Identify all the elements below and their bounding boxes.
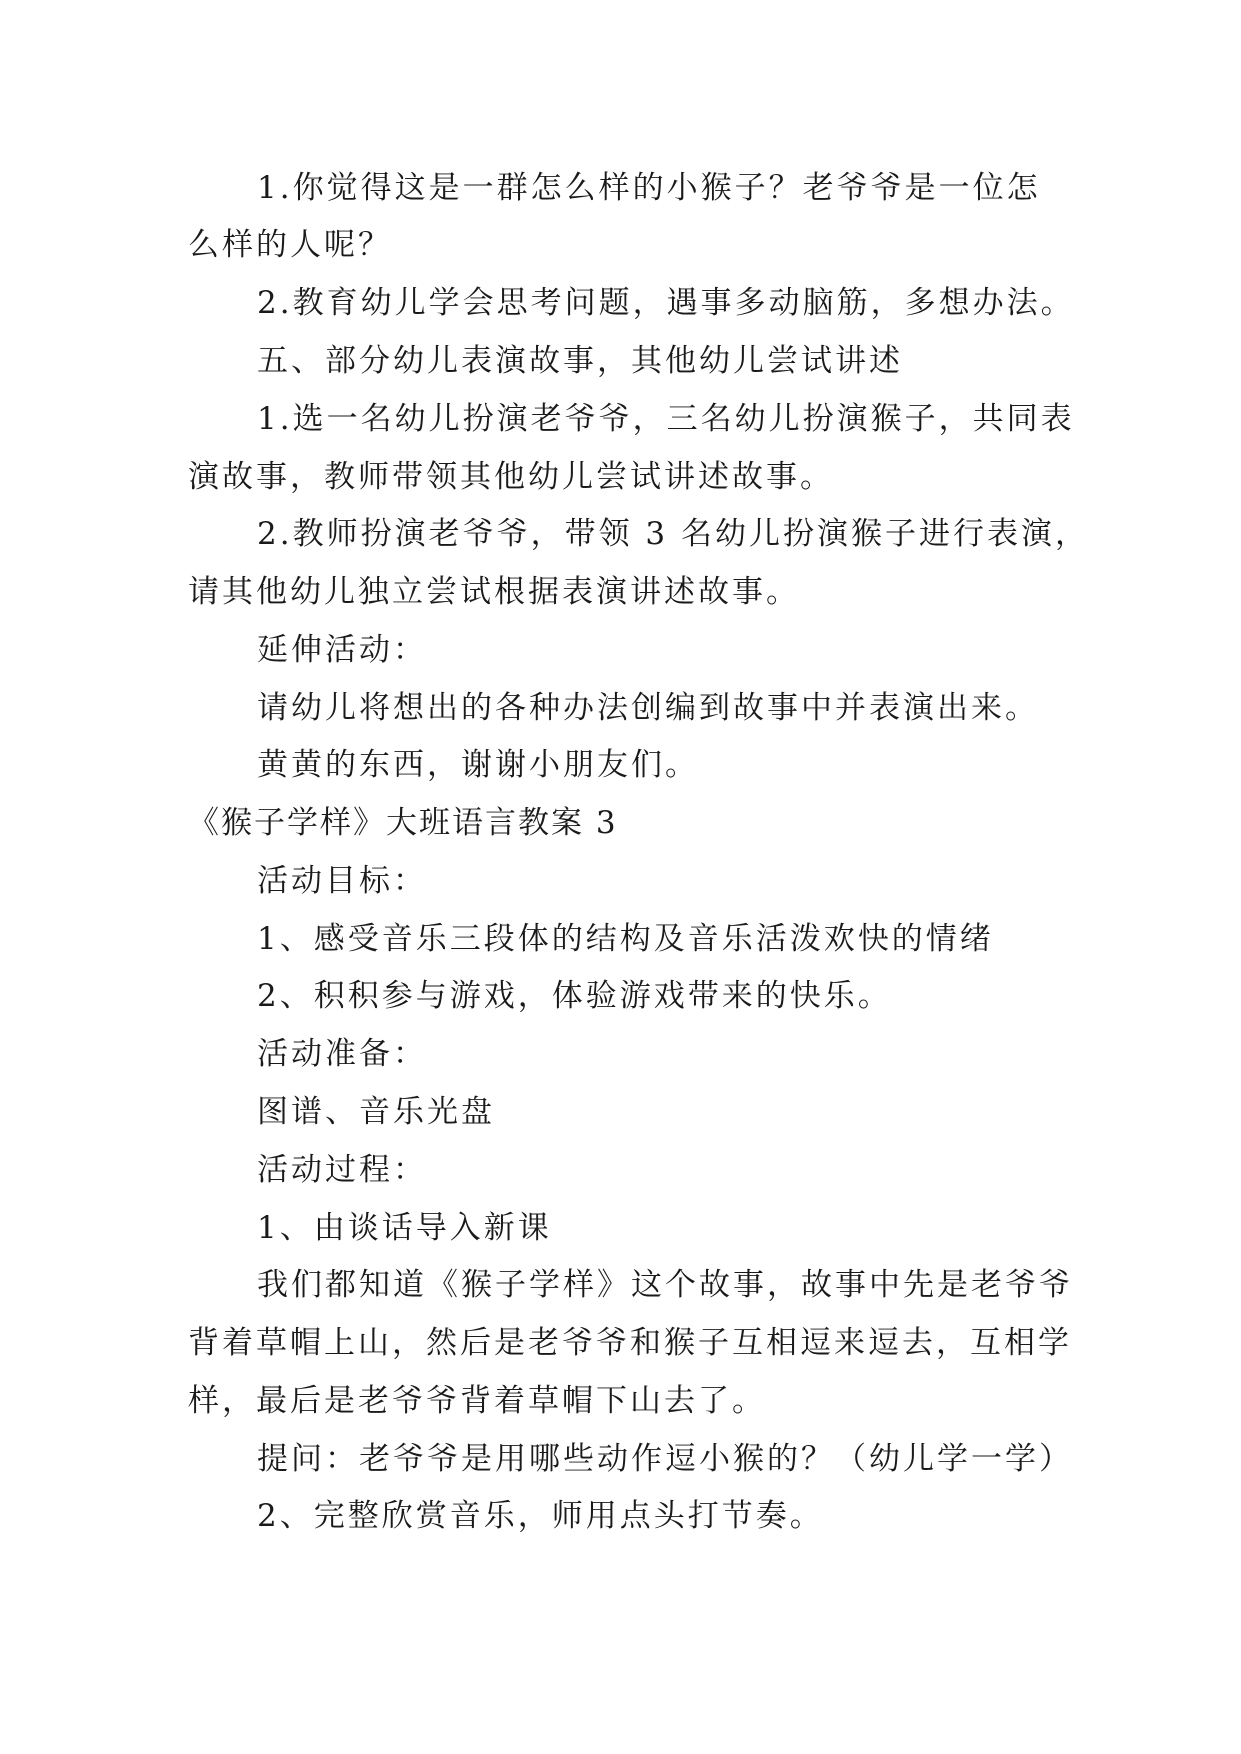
section-label: 活动目标：	[257, 863, 427, 899]
paragraph-line: 么样的人呢？	[188, 227, 392, 263]
paragraph-line: 黄黄的东西，谢谢小朋友们。	[257, 747, 699, 783]
section-label: 活动准备：	[257, 1036, 427, 1072]
paragraph-line: 演故事，教师带领其他幼儿尝试讲述故事。	[188, 459, 834, 495]
section-label: 延伸活动：	[257, 632, 427, 668]
list-item: 1、感受音乐三段体的结构及音乐活泼欢快的情绪	[257, 921, 994, 957]
paragraph-line: 我们都知道《猴子学样》这个故事，故事中先是老爷爷	[257, 1267, 1073, 1303]
paragraph-line: 图谱、音乐光盘	[257, 1094, 495, 1130]
section-heading: 五、部分幼儿表演故事，其他幼儿尝试讲述	[257, 343, 903, 379]
paragraph-line: 2.教师扮演老爷爷，带领 3 名幼儿扮演猴子进行表演，	[257, 516, 1090, 552]
paragraph-line: 背着草帽上山，然后是老爷爷和猴子互相逗来逗去，互相学	[188, 1325, 1072, 1361]
paragraph-line: 请其他幼儿独立尝试根据表演讲述故事。	[188, 574, 800, 610]
document-title: 《猴子学样》大班语言教案 3	[188, 805, 618, 841]
list-item: 2、完整欣赏音乐，师用点头打节奏。	[257, 1498, 824, 1534]
paragraph-line: 2.教育幼儿学会思考问题，遇事多动脑筋，多想办法。	[257, 285, 1075, 321]
section-label: 活动过程：	[257, 1152, 427, 1188]
paragraph-line: 1.你觉得这是一群怎么样的小猴子？老爷爷是一位怎	[257, 170, 1041, 206]
paragraph-line: 提问：老爷爷是用哪些动作逗小猴的？（幼儿学一学）	[257, 1441, 1073, 1477]
paragraph-line: 1.选一名幼儿扮演老爷爷，三名幼儿扮演猴子，共同表	[257, 401, 1075, 437]
paragraph-line: 样，最后是老爷爷背着草帽下山去了。	[188, 1383, 766, 1419]
list-item: 1、由谈话导入新课	[257, 1210, 552, 1246]
list-item: 2、积积参与游戏，体验游戏带来的快乐。	[257, 978, 892, 1014]
paragraph-line: 请幼儿将想出的各种办法创编到故事中并表演出来。	[257, 690, 1039, 726]
